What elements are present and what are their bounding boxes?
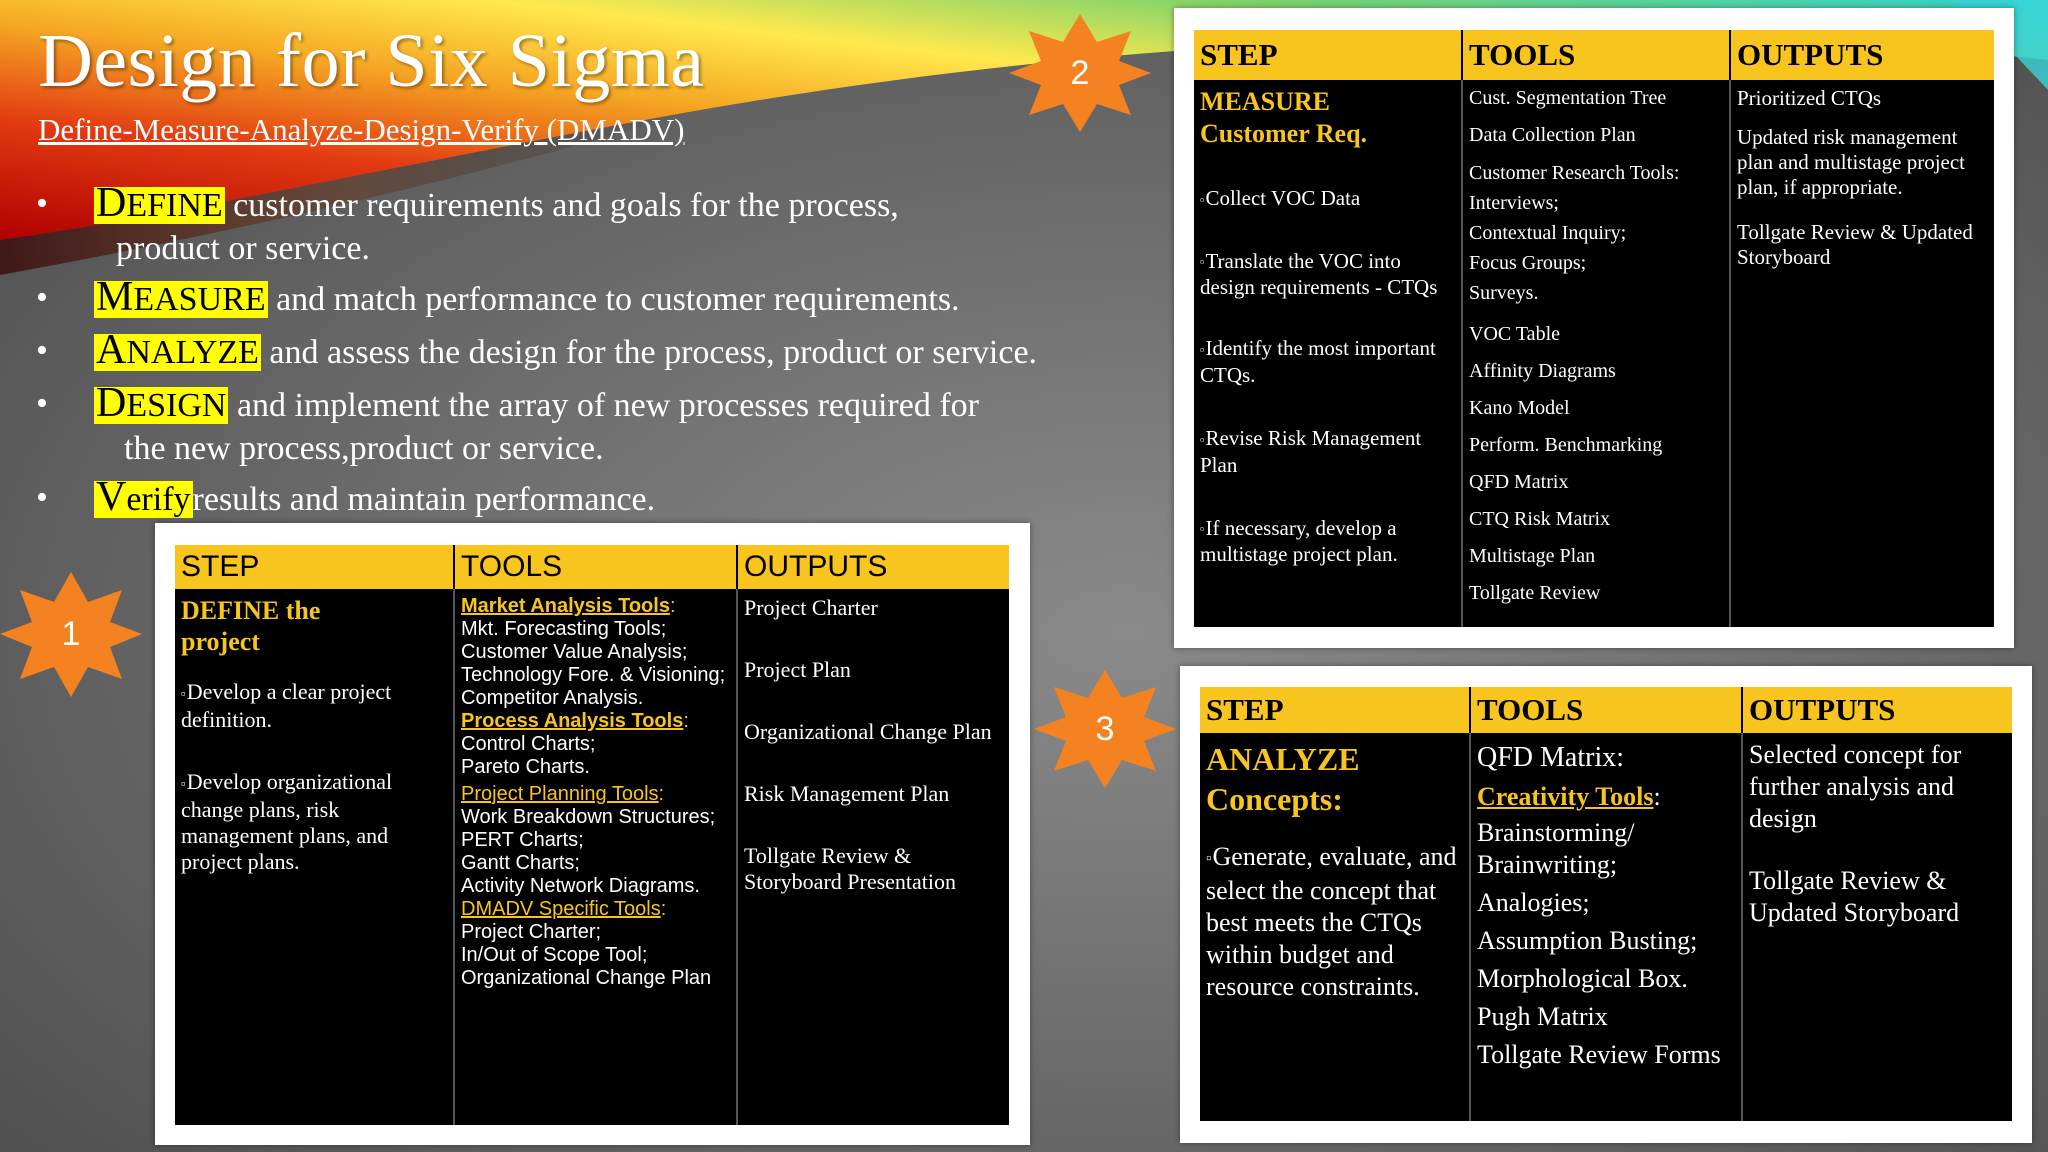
bullet-text: and assess the design for the process, product or service. xyxy=(269,334,1038,371)
bullet-dot-icon: • xyxy=(36,385,48,422)
analyze-table xyxy=(1200,687,2012,1121)
bullet-text: customer requirements and goals for the process, xyxy=(233,187,899,224)
highlight-analyze: ANALYZE xyxy=(96,327,259,373)
define-table xyxy=(175,545,1009,1125)
tool-item: CTQ Risk Matrix xyxy=(1469,508,1611,530)
tool-item: Affinity Diagrams xyxy=(1469,360,1616,382)
tool-item: Gantt Charts; xyxy=(461,852,580,874)
header-tools: TOOLS xyxy=(1462,30,1730,80)
output-item: Project Plan xyxy=(744,657,851,682)
tool-item: Organizational Change Plan xyxy=(461,967,712,989)
define-outputs-cell xyxy=(737,589,1009,1125)
header-step: STEP xyxy=(1200,687,1470,733)
measure-outputs-cell xyxy=(1730,80,1994,627)
tool-item: Surveys. xyxy=(1469,282,1539,304)
output-item: Tollgate Review & Updated Storyboard xyxy=(1749,866,1960,927)
bullet-define xyxy=(36,182,1116,270)
bullet-measure xyxy=(36,276,1116,321)
tool-item: Tollgate Review xyxy=(1469,582,1601,604)
step-title: DEFINE the project xyxy=(181,596,321,656)
tool-item: Competitor Analysis. xyxy=(461,687,644,709)
tool-item: Brainstorming/ Brainwriting; xyxy=(1477,818,1635,879)
step-item: ▫Collect VOC Data xyxy=(1200,186,1361,210)
measure-tools-cell xyxy=(1462,80,1730,627)
header-outputs: OUTPUTS xyxy=(737,545,1009,589)
step-item: ▫Develop a clear project definition. xyxy=(181,679,392,732)
analyze-tools-cell xyxy=(1470,733,1742,1121)
slide-subtitle: Define-Measure-Analyze-Design-Verify (DMADV) xyxy=(38,112,685,147)
bullet-design xyxy=(36,382,1116,470)
highlight-design: DESIGN xyxy=(96,380,227,426)
output-item: Updated risk management plan and multistage project plan, if appropriate. xyxy=(1737,125,1966,199)
bullet-dot-icon: • xyxy=(36,185,48,222)
tool-item: Kano Model xyxy=(1469,397,1570,419)
header-tools: TOOLS xyxy=(454,545,737,589)
output-item: Organizational Change Plan xyxy=(744,719,992,744)
tool-item: Customer Value Analysis; xyxy=(461,641,688,663)
bullet-text-cont: the new process,product or service. xyxy=(124,430,604,467)
tool-item: Assumption Busting; xyxy=(1477,926,1698,955)
step-item: ▫Translate the VOC into design requirements - CTQs xyxy=(1200,248,1438,300)
bullet-verify xyxy=(36,476,1116,521)
step-badge-2: 2 xyxy=(1009,14,1151,132)
tool-item: Pareto Charts. xyxy=(461,756,590,778)
bullet-dot-icon: • xyxy=(36,332,48,369)
bullet-text-cont: product or service. xyxy=(116,230,370,267)
tool-item: Cust. Segmentation Tree xyxy=(1469,87,1667,109)
tool-item: PERT Charts; xyxy=(461,829,584,851)
tool-item: Contextual Inquiry; xyxy=(1469,222,1627,244)
header-outputs: OUTPUTS xyxy=(1742,687,2012,733)
tool-item: Analogies; xyxy=(1477,888,1590,917)
bullet-text: results and maintain performance. xyxy=(192,481,656,518)
bullet-dot-icon: • xyxy=(36,279,48,316)
tool-item: Mkt. Forecasting Tools; xyxy=(461,618,667,640)
tool-item: QFD Matrix: xyxy=(1477,742,1624,773)
step-title: MEASURE xyxy=(1200,87,1331,116)
tool-item: Focus Groups; xyxy=(1469,252,1587,274)
analyze-outputs-cell xyxy=(1742,733,2012,1121)
tool-item: Project Charter; xyxy=(461,921,602,943)
tool-item: Tollgate Review Forms xyxy=(1477,1040,1721,1069)
highlight-verify: Verify xyxy=(96,474,191,520)
analyze-step-cell xyxy=(1200,733,1470,1121)
tool-item: Pugh Matrix xyxy=(1477,1002,1608,1031)
tool-group-heading: DMADV Specific Tools: xyxy=(461,898,667,920)
output-item: Selected concept for further analysis and design xyxy=(1749,740,1962,833)
tool-item: In/Out of Scope Tool; xyxy=(461,944,648,966)
tool-item: VOC Table xyxy=(1469,323,1560,345)
tool-item: Multistage Plan xyxy=(1469,545,1596,567)
measure-table xyxy=(1194,30,1994,627)
output-item: Prioritized CTQs xyxy=(1737,86,1882,110)
output-item: Project Charter xyxy=(744,595,878,620)
dmadv-bullet-list xyxy=(36,182,1116,521)
output-item: Tollgate Review & Updated Storyboard xyxy=(1737,220,1973,269)
define-step-cell xyxy=(175,589,454,1125)
step-item: ▫Identify the most important CTQs. xyxy=(1200,336,1436,388)
header-step: STEP xyxy=(175,545,454,589)
step-title-2: Customer Req. xyxy=(1200,119,1368,148)
output-item: Tollgate Review & Storyboard Presentation xyxy=(744,843,957,894)
highlight-measure: MEASURE xyxy=(96,274,266,320)
step-item: ▫Develop organizational change plans, risk management plans, and project plans. xyxy=(181,768,393,874)
step-item: ▫Revise Risk Management Plan xyxy=(1200,426,1422,477)
tool-item: Customer Research Tools: xyxy=(1469,162,1680,184)
header-outputs: OUTPUTS xyxy=(1730,30,1994,80)
measure-step-cell xyxy=(1194,80,1462,627)
step-title: ANALYZE xyxy=(1206,741,1360,777)
step-badge-1: 1 xyxy=(0,572,142,697)
output-item: Risk Management Plan xyxy=(744,781,950,806)
bullet-text: and implement the array of new processes required for xyxy=(236,387,979,424)
highlight-define: DEFINE xyxy=(96,180,223,226)
step-title-2: Concepts: xyxy=(1206,781,1343,817)
step-item: ▫If necessary, develop a multistage project plan. xyxy=(1200,515,1398,567)
tool-item: Perform. Benchmarking xyxy=(1469,434,1663,456)
tool-item: Control Charts; xyxy=(461,733,596,755)
tool-group-heading: Project Planning Tools: xyxy=(461,783,665,805)
tool-item: Technology Fore. & Visioning; xyxy=(461,664,726,686)
bullet-text: and match performance to customer requirements. xyxy=(276,281,960,318)
header-tools: TOOLS xyxy=(1470,687,1742,733)
tool-group-heading: Creativity Tools: xyxy=(1477,782,1661,811)
step-badge-3: 3 xyxy=(1034,670,1176,788)
tool-item: QFD Matrix xyxy=(1469,471,1569,493)
slide-title: Design for Six Sigma xyxy=(38,19,705,103)
tool-group-heading: Process Analysis Tools: xyxy=(461,710,689,732)
tool-group-heading: Market Analysis Tools: xyxy=(461,595,676,617)
bullet-analyze xyxy=(36,329,1116,374)
tool-item: Work Breakdown Structures; xyxy=(461,806,716,828)
tool-item: Interviews; xyxy=(1469,192,1559,214)
header-step: STEP xyxy=(1194,30,1462,80)
define-tools-cell xyxy=(454,589,737,1125)
tool-item: Activity Network Diagrams. xyxy=(461,875,700,897)
tool-item: Data Collection Plan xyxy=(1469,124,1636,146)
tool-item: Morphological Box. xyxy=(1477,964,1688,993)
step-item: ▫Generate, evaluate, and select the concept that best meets the CTQs within budget and resource constraints. xyxy=(1206,842,1457,1002)
bullet-dot-icon: • xyxy=(36,479,48,516)
